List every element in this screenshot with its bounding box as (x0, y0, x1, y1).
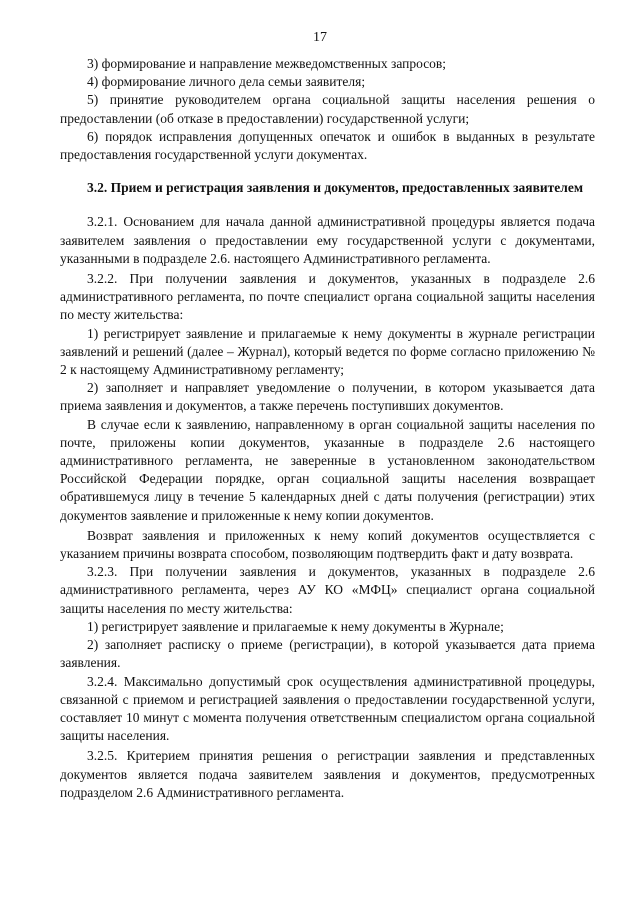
paragraph-3-2-2-item-2: 2) заполняет и направляет уведомление о получении, в котором указывается дата приема заявления и документов, а также перечень поступивших документов. (60, 380, 595, 414)
paragraph-3-2-3: 3.2.3. При получении заявления и документов, указанных в подразделе 2.6 административного регламента, через АУ КО «МФЦ» специалист органа социальной защиты населения по месту жительства: (60, 564, 595, 616)
section-heading: 3.2. Прием и регистрация заявления и документов, предоставленных заявителем (87, 180, 584, 196)
list-item-4: 4) формирование личного дела семьи заявителя; (87, 74, 366, 90)
paragraph-return: Возврат заявления и приложенных к нему копий документов осуществляется с указанием причины возврата способом, позволяющим подтвердить факт и дату возврата. (60, 527, 595, 562)
paragraph-3-2-3-item-1: 1) регистрирует заявление и прилагаемые к нему документы в Журнале; (87, 618, 504, 634)
paragraph-mail-case: В случае если к заявлению, направленному в орган социальной защиты населения по почте, приложены копии документов, указанные в подразделе 2.6 настоящего административного регламента, не заверенные в установленном законодательством Российской Федерации порядке, орган социальной защиты населения возвращает обратившемуся лицу в течение 5 календарных дней с даты получения (регистрации) этих документов заявление и приложенные к нему копии документов. (60, 416, 595, 523)
paragraph-3-2-4: 3.2.4. Максимально допустимый срок осуществления административной процедуры, связанной с приемом и регистрацией заявления о предоставлении государственной услуги, составляет 10 минут с момента получения ответственным специалистом органа социальной защиты населения. (60, 673, 595, 744)
list-item-5: 5) принятие руководителем органа социальной защиты населения решения о предоставлении (об отказе в предоставлении) государственной услуги; (60, 92, 595, 126)
list-item-3: 3) формирование и направление межведомственных запросов; (87, 56, 447, 71)
paragraph-3-2-2: 3.2.2. При получении заявления и документов, указанных в подразделе 2.6 административного регламента, по почте специалист органа социальной защиты населения по месту жительства: (60, 271, 595, 323)
paragraph-3-2-3-item-2: 2) заполняет расписку о приеме (регистрации), в которой указывается дата приема заявления. (60, 637, 595, 671)
paragraph-3-2-1: 3.2.1. Основанием для начала данной административной процедуры является подача заявителем заявления о предоставлении ему государственной услуги с документами, указанными в подразделе 2.6. настоящего Административного регламента. (60, 214, 595, 266)
paragraph-3-2-5: 3.2.5. Критерием принятия решения о регистрации заявления и представленных документов является подача заявителем заявления и документов, предусмотренных подразделом 2.6 Административного регламента. (60, 748, 595, 800)
document-body (60, 55, 595, 802)
list-item-6: 6) порядок исправления допущенных опечаток и ошибок в выданных в результате предоставления государственной услуги документах. (60, 128, 595, 163)
page-number: 17 (313, 30, 327, 45)
paragraph-3-2-2-item-1: 1) регистрирует заявление и прилагаемые к нему документы в журнале регистрации заявлений и решений (далее – Журнал), который ведется по форме согласно приложению № 2 к настоящему Административному регламенту; (60, 325, 595, 378)
